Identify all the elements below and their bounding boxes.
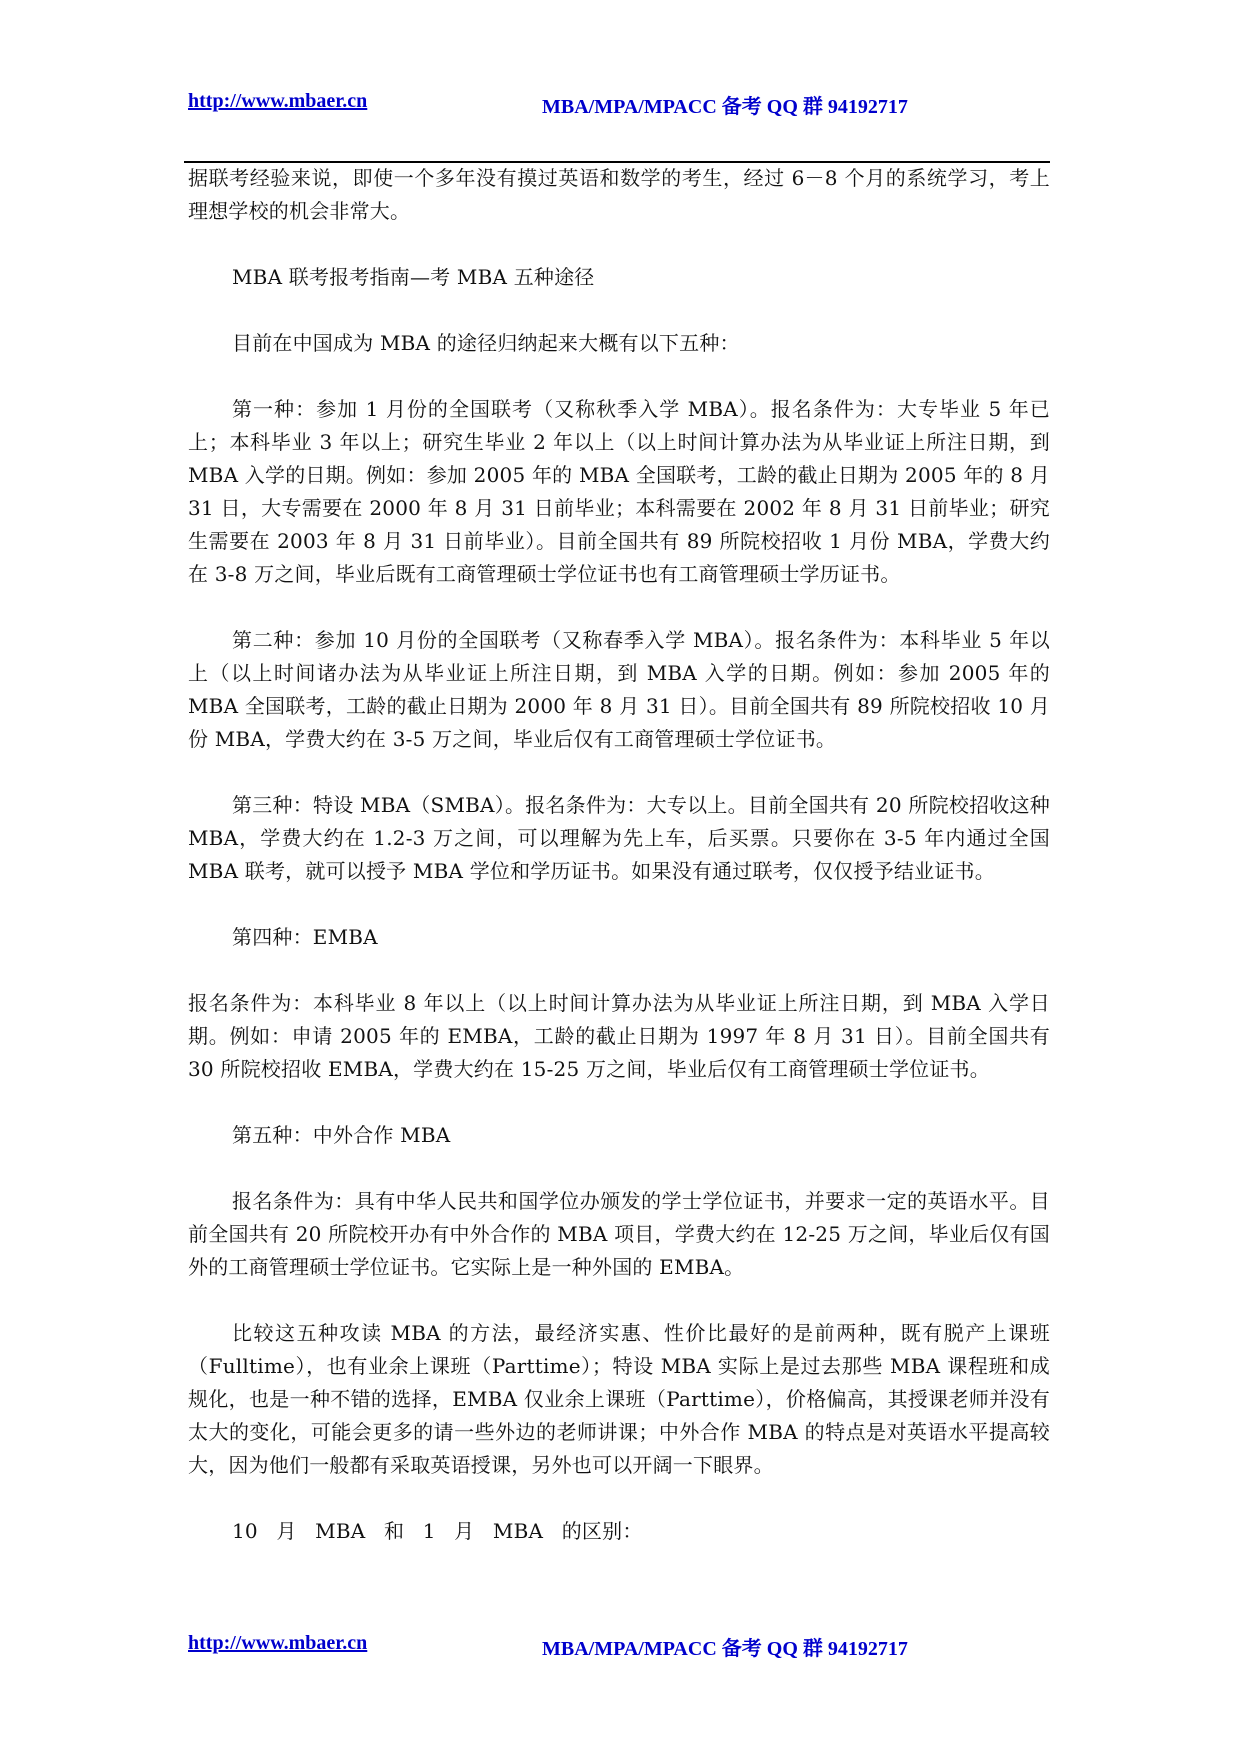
path-two-paragraph: 第二种：参加 10 月份的全国联考（又称春季入学 MBA）。报名条件为：本科毕业 5 年以上（以上时间诸办法为从毕业证上所注日期，到 MBA 入学的日期。例如：参加 2005 年的 MBA 全国联考，工龄的截止日期为 2000 年 8 月 31 日）。目前全国共有 89 所院校招收 10 月份 MBA，学费大约在 3-5 万之间，毕业后仅有工商管理硕士学位证书。: [188, 628, 1050, 751]
document-body: [188, 162, 1050, 1548]
difference-heading: 10 月 MBA 和 1 月 MBA 的区别：: [232, 1519, 643, 1543]
overview-paragraph: 目前在中国成为 MBA 的途径归纳起来大概有以下五种：: [232, 331, 740, 355]
header-website-link[interactable]: http://www.mbaer.cn: [188, 90, 368, 112]
intro-paragraph: 据联考经验来说，即使一个多年没有摸过英语和数学的考生，经过 6－8 个月的系统学习，考上理想学校的机会非常大。: [188, 166, 1050, 223]
path-five-heading: 第五种：中外合作 MBA: [232, 1123, 451, 1147]
path-three-paragraph: 第三种：特设 MBA（SMBA）。报名条件为：大专以上。目前全国共有 20 所院校招收这种 MBA，学费大约在 1.2-3 万之间，可以理解为先上车，后买票。只要你在 3-5 年内通过全国 MBA 联考，就可以授予 MBA 学位和学历证书。如果没有通过联考，仅仅授予结业证书。: [188, 793, 1050, 883]
comparison-paragraph: 比较这五种攻读 MBA 的方法，最经济实惠、性价比最好的是前两种，既有脱产上课班（Fulltime），也有业余上课班（Parttime）；特设 MBA 实际上是过去那些 MBA 课程班和成规化，也是一种不错的选择，EMBA 仅业余上课班（Parttime），价格偏高，其授课老师并没有太大的变化，可能会更多的请一些外边的老师讲课；中外合作 MBA 的特点是对英语水平提高较大，因为他们一般都有采取英语授课，另外也可以开阔一下眼界。: [188, 1321, 1050, 1477]
footer-website-link[interactable]: http://www.mbaer.cn: [188, 1632, 368, 1654]
footer-qq-group-text: MBA/MPA/MPACC 备考 QQ 群 94192717: [542, 1638, 908, 1660]
path-four-paragraph: 报名条件为：本科毕业 8 年以上（以上时间计算办法为从毕业证上所注日期，到 MBA 入学日期。例如：申请 2005 年的 EMBA，工龄的截止日期为 1997 年 8 月 31 日）。目前全国共有 30 所院校招收 EMBA，学费大约在 15-25 万之间，毕业后仅有工商管理硕士学位证书。: [188, 991, 1050, 1081]
page-header: [188, 90, 1058, 118]
header-qq-group-text: MBA/MPA/MPACC 备考 QQ 群 94192717: [542, 96, 908, 118]
page-footer: [188, 1632, 1058, 1660]
path-one-paragraph: 第一种：参加 1 月份的全国联考（又称秋季入学 MBA）。报名条件为：大专毕业 5 年已上；本科毕业 3 年以上；研究生毕业 2 年以上（以上时间计算办法为从毕业证上所注日期，到 MBA 入学的日期。例如：参加 2005 年的 MBA 全国联考，工龄的截止日期为 2005 年的 8 月 31 日，大专需要在 2000 年 8 月 31 日前毕业；本科需要在 2002 年 8 月 31 日前毕业；研究生需要在 2003 年 8 月 31 日前毕业）。目前全国共有 89 所院校招收 1 月份 MBA，学费大约在 3-8 万之间，毕业后既有工商管理硕士学位证书也有工商管理硕士学历证书。: [188, 397, 1050, 586]
path-four-heading: 第四种：EMBA: [232, 925, 378, 949]
path-five-paragraph: 报名条件为：具有中华人民共和国学位办颁发的学士学位证书，并要求一定的英语水平。目前全国共有 20 所院校开办有中外合作的 MBA 项目，学费大约在 12-25 万之间，毕业后仅有国外的工商管理硕士学位证书。它实际上是一种外国的 EMBA。: [188, 1189, 1050, 1279]
section-heading: MBA 联考报考指南—考 MBA 五种途径: [232, 265, 595, 289]
